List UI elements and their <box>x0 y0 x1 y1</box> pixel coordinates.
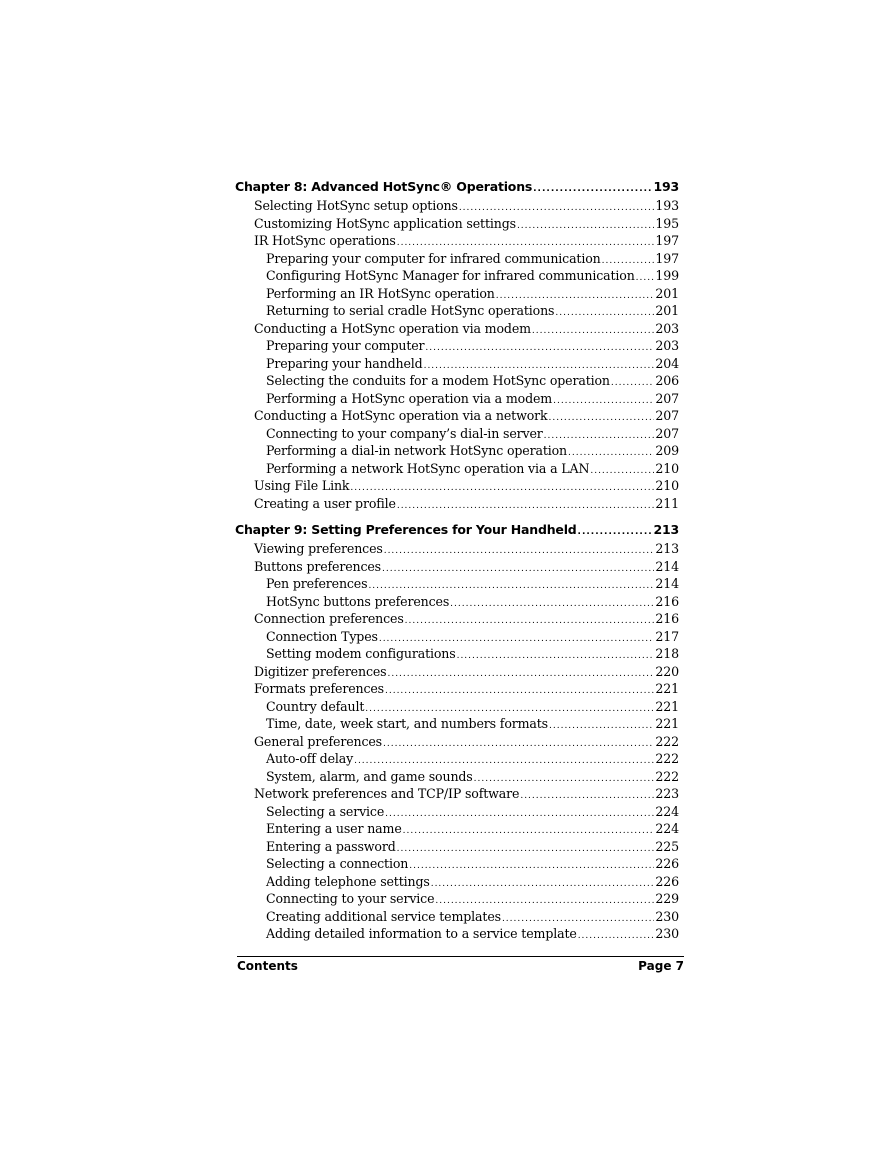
toc-entry-page: 206 <box>655 373 679 388</box>
toc-subentry[interactable] <box>235 855 679 873</box>
toc-entry[interactable] <box>235 785 679 803</box>
dot-leader <box>384 543 655 561</box>
toc-entry-title: IR HotSync operations <box>254 233 396 248</box>
toc-entry-title: Customizing HotSync application settings <box>254 215 516 231</box>
toc-entry-page: 193 <box>655 198 679 213</box>
dot-leader <box>350 480 654 498</box>
dot-leader <box>520 788 654 806</box>
toc-entry-page: 229 <box>655 891 679 906</box>
toc-subentry[interactable] <box>235 250 679 268</box>
toc-entry-title: Connection preferences <box>254 611 404 626</box>
toc-entry-title: System, alarm, and game sounds <box>266 768 473 784</box>
toc-subentry[interactable] <box>235 750 679 768</box>
toc-subentry[interactable] <box>235 442 679 460</box>
toc-entry-page: 216 <box>655 611 679 626</box>
toc-entry-title: Time, date, week start, and numbers formats <box>266 716 548 731</box>
toc-entry-title: Configuring HotSync Manager for infrared communication <box>266 268 635 283</box>
toc-entry-title: HotSync buttons preferences <box>266 593 450 609</box>
toc-entry-title: Country default <box>266 698 365 714</box>
toc-entry-page: 214 <box>655 558 679 574</box>
toc-entry-page: 201 <box>655 303 679 318</box>
toc-subentry[interactable] <box>235 768 679 786</box>
toc-subentry[interactable] <box>235 575 679 593</box>
toc-subentry[interactable] <box>235 873 679 891</box>
toc-entry-page: 195 <box>655 215 679 231</box>
chapter-title: Chapter 9: Setting Preferences for Your Handheld <box>235 522 577 537</box>
toc-entry[interactable] <box>235 733 679 751</box>
toc-entry-title: Performing an IR HotSync operation <box>266 285 495 301</box>
toc-entry-page: 201 <box>655 285 679 301</box>
chapter-page-number: 193 <box>653 179 679 194</box>
dot-leader <box>431 876 655 894</box>
toc-entry-title: Conducting a HotSync operation via modem <box>254 320 531 336</box>
toc-entry-title: Formats preferences <box>254 681 384 696</box>
toc-entry-title: Preparing your computer <box>266 338 425 353</box>
dot-leader <box>383 736 654 754</box>
toc-subentry[interactable] <box>235 390 679 408</box>
toc-entry-page: 223 <box>655 786 679 801</box>
dot-leader <box>590 463 654 481</box>
dot-leader <box>517 218 654 236</box>
toc-entry-title: Preparing your computer for infrared communication <box>266 250 601 266</box>
toc-entry[interactable] <box>235 610 679 628</box>
toc-subentry[interactable] <box>235 838 679 856</box>
toc-entry[interactable] <box>235 680 679 698</box>
toc-subentry[interactable] <box>235 890 679 908</box>
dot-leader <box>385 806 654 824</box>
toc-entry-page: 224 <box>655 821 679 836</box>
toc-entry-page: 210 <box>655 460 679 476</box>
toc-entry-title: Preparing your handheld <box>266 355 423 371</box>
toc-entry-title: Selecting the conduits for a modem HotSync operation <box>266 373 610 388</box>
toc-entry-page: 203 <box>655 338 679 353</box>
toc-entry-title: Entering a user name <box>266 821 402 836</box>
dot-leader <box>578 928 655 946</box>
toc-entry[interactable] <box>235 558 679 576</box>
dot-leader <box>397 498 655 516</box>
toc-entry-title: Creating a user profile <box>254 495 396 511</box>
toc-entry-page: 207 <box>655 390 679 406</box>
toc-entry-title: Conducting a HotSync operation via a network <box>254 408 548 423</box>
toc-entry-page: 199 <box>655 268 679 283</box>
toc-entry-page: 207 <box>655 425 679 441</box>
toc-entry-title: Connecting to your company’s dial-in server <box>266 425 543 441</box>
toc-entry-title: Auto-off delay <box>266 751 354 766</box>
toc-entry-page: 213 <box>655 541 679 556</box>
toc-subentry[interactable] <box>235 593 679 611</box>
toc-entry-title: Connecting to your service <box>266 891 435 906</box>
page-footer <box>237 956 684 973</box>
toc-subentry[interactable] <box>235 302 679 320</box>
toc-entry[interactable] <box>235 320 679 338</box>
toc-entry-title: Digitizer preferences <box>254 663 387 679</box>
dot-leader <box>553 393 654 411</box>
chapter-page-number: 213 <box>653 522 679 537</box>
toc-entry-title: Creating additional service templates <box>266 908 501 924</box>
toc-entry-title: Performing a network HotSync operation via a LAN <box>266 460 590 476</box>
toc-entry-page: 197 <box>655 250 679 266</box>
toc-entry-page: 197 <box>655 233 679 248</box>
footer-section-label: Contents <box>237 959 298 973</box>
dot-leader <box>636 270 655 288</box>
toc-subentry[interactable] <box>235 285 679 303</box>
toc-entry-title: Viewing preferences <box>254 541 383 556</box>
toc-entry-title: Selecting a service <box>266 803 385 819</box>
toc-subentry[interactable] <box>235 425 679 443</box>
toc-entry-page: 230 <box>655 908 679 924</box>
toc-entry[interactable] <box>235 197 679 215</box>
toc-entry-page: 221 <box>655 681 679 696</box>
toc-subentry[interactable] <box>235 645 679 663</box>
toc-entry-page: 204 <box>655 355 679 371</box>
dot-leader <box>387 666 654 684</box>
toc-entry-title: General preferences <box>254 733 382 749</box>
toc-entry[interactable] <box>235 215 679 233</box>
toc-entry-title: Adding detailed information to a service template <box>266 926 577 941</box>
toc-entry-title: Using File Link <box>254 478 350 493</box>
chapter-heading[interactable] <box>235 520 679 540</box>
toc-entry-title: Selecting HotSync setup options <box>254 198 458 213</box>
toc-subentry[interactable] <box>235 715 679 733</box>
toc-entry-page: 207 <box>655 408 679 423</box>
dot-leader <box>385 683 654 701</box>
toc-entry[interactable] <box>235 663 679 681</box>
dot-leader <box>397 841 655 859</box>
dot-leader <box>425 340 654 358</box>
dot-leader <box>578 522 653 542</box>
toc-entry-page: 220 <box>655 663 679 679</box>
toc-entry-page: 209 <box>655 443 679 458</box>
toc-entry-title: Adding telephone settings <box>266 873 430 889</box>
toc-subentry[interactable] <box>235 820 679 838</box>
toc-entry-page: 222 <box>655 768 679 784</box>
toc-entry-title: Setting modem configurations <box>266 646 456 661</box>
toc-entry-page: 225 <box>655 838 679 854</box>
toc-subentry[interactable] <box>235 372 679 390</box>
toc-subentry[interactable] <box>235 803 679 821</box>
dot-leader <box>409 858 654 876</box>
toc-entry-title: Pen preferences <box>266 576 368 591</box>
dot-leader <box>532 323 654 341</box>
dot-leader <box>611 375 655 393</box>
toc-subentry[interactable] <box>235 628 679 646</box>
dot-leader <box>450 596 654 614</box>
toc-entry-page: 222 <box>655 733 679 749</box>
toc-entry[interactable] <box>235 540 679 558</box>
chapter-title: Chapter 8: Advanced HotSync® Operations <box>235 179 533 194</box>
toc-entry-page: 214 <box>655 576 679 591</box>
toc-entry-page: 203 <box>655 320 679 336</box>
toc-entry[interactable] <box>235 232 679 250</box>
toc-subentry[interactable] <box>235 698 679 716</box>
toc-entry-page: 217 <box>655 628 679 644</box>
toc-subentry[interactable] <box>235 908 679 926</box>
footer-page-number: Page 7 <box>638 959 684 973</box>
toc-entry-title: Connection Types <box>266 628 378 644</box>
toc-entry[interactable] <box>235 407 679 425</box>
toc-entry-page: 222 <box>655 751 679 766</box>
toc-entry[interactable] <box>235 495 679 513</box>
dot-leader <box>549 718 654 736</box>
dot-leader <box>405 613 655 631</box>
toc-entry-title: Selecting a connection <box>266 856 409 871</box>
chapter-heading[interactable] <box>235 177 679 197</box>
toc-entry-page: 226 <box>655 856 679 871</box>
toc-entry-page: 210 <box>655 478 679 493</box>
dot-leader <box>382 561 654 579</box>
toc-entry-page: 218 <box>655 646 679 661</box>
toc-subentry[interactable] <box>235 925 679 943</box>
toc-entry-title: Performing a dial-in network HotSync operation <box>266 443 568 458</box>
dot-leader <box>555 305 654 323</box>
table-of-contents <box>235 177 679 943</box>
toc-entry-title: Returning to serial cradle HotSync operations <box>266 303 555 318</box>
toc-entry-page: 216 <box>655 593 679 609</box>
toc-entry-page: 226 <box>655 873 679 889</box>
toc-subentry[interactable] <box>235 267 679 285</box>
dot-leader <box>548 410 654 428</box>
toc-subentry[interactable] <box>235 460 679 478</box>
toc-entry-page: 224 <box>655 803 679 819</box>
toc-subentry[interactable] <box>235 355 679 373</box>
toc-entry-page: 221 <box>655 716 679 731</box>
dot-leader <box>457 648 655 666</box>
toc-entry-page: 211 <box>655 495 679 511</box>
toc-entry-title: Buttons preferences <box>254 558 381 574</box>
toc-entry-page: 221 <box>655 698 679 714</box>
toc-entry-title: Performing a HotSync operation via a modem <box>266 390 553 406</box>
toc-entry[interactable] <box>235 477 679 495</box>
dot-leader <box>403 823 655 841</box>
toc-entry-title: Entering a password <box>266 838 396 854</box>
toc-entry-page: 230 <box>655 926 679 941</box>
toc-subentry[interactable] <box>235 337 679 355</box>
dot-leader <box>533 179 652 199</box>
toc-entry-title: Network preferences and TCP/IP software <box>254 786 520 801</box>
